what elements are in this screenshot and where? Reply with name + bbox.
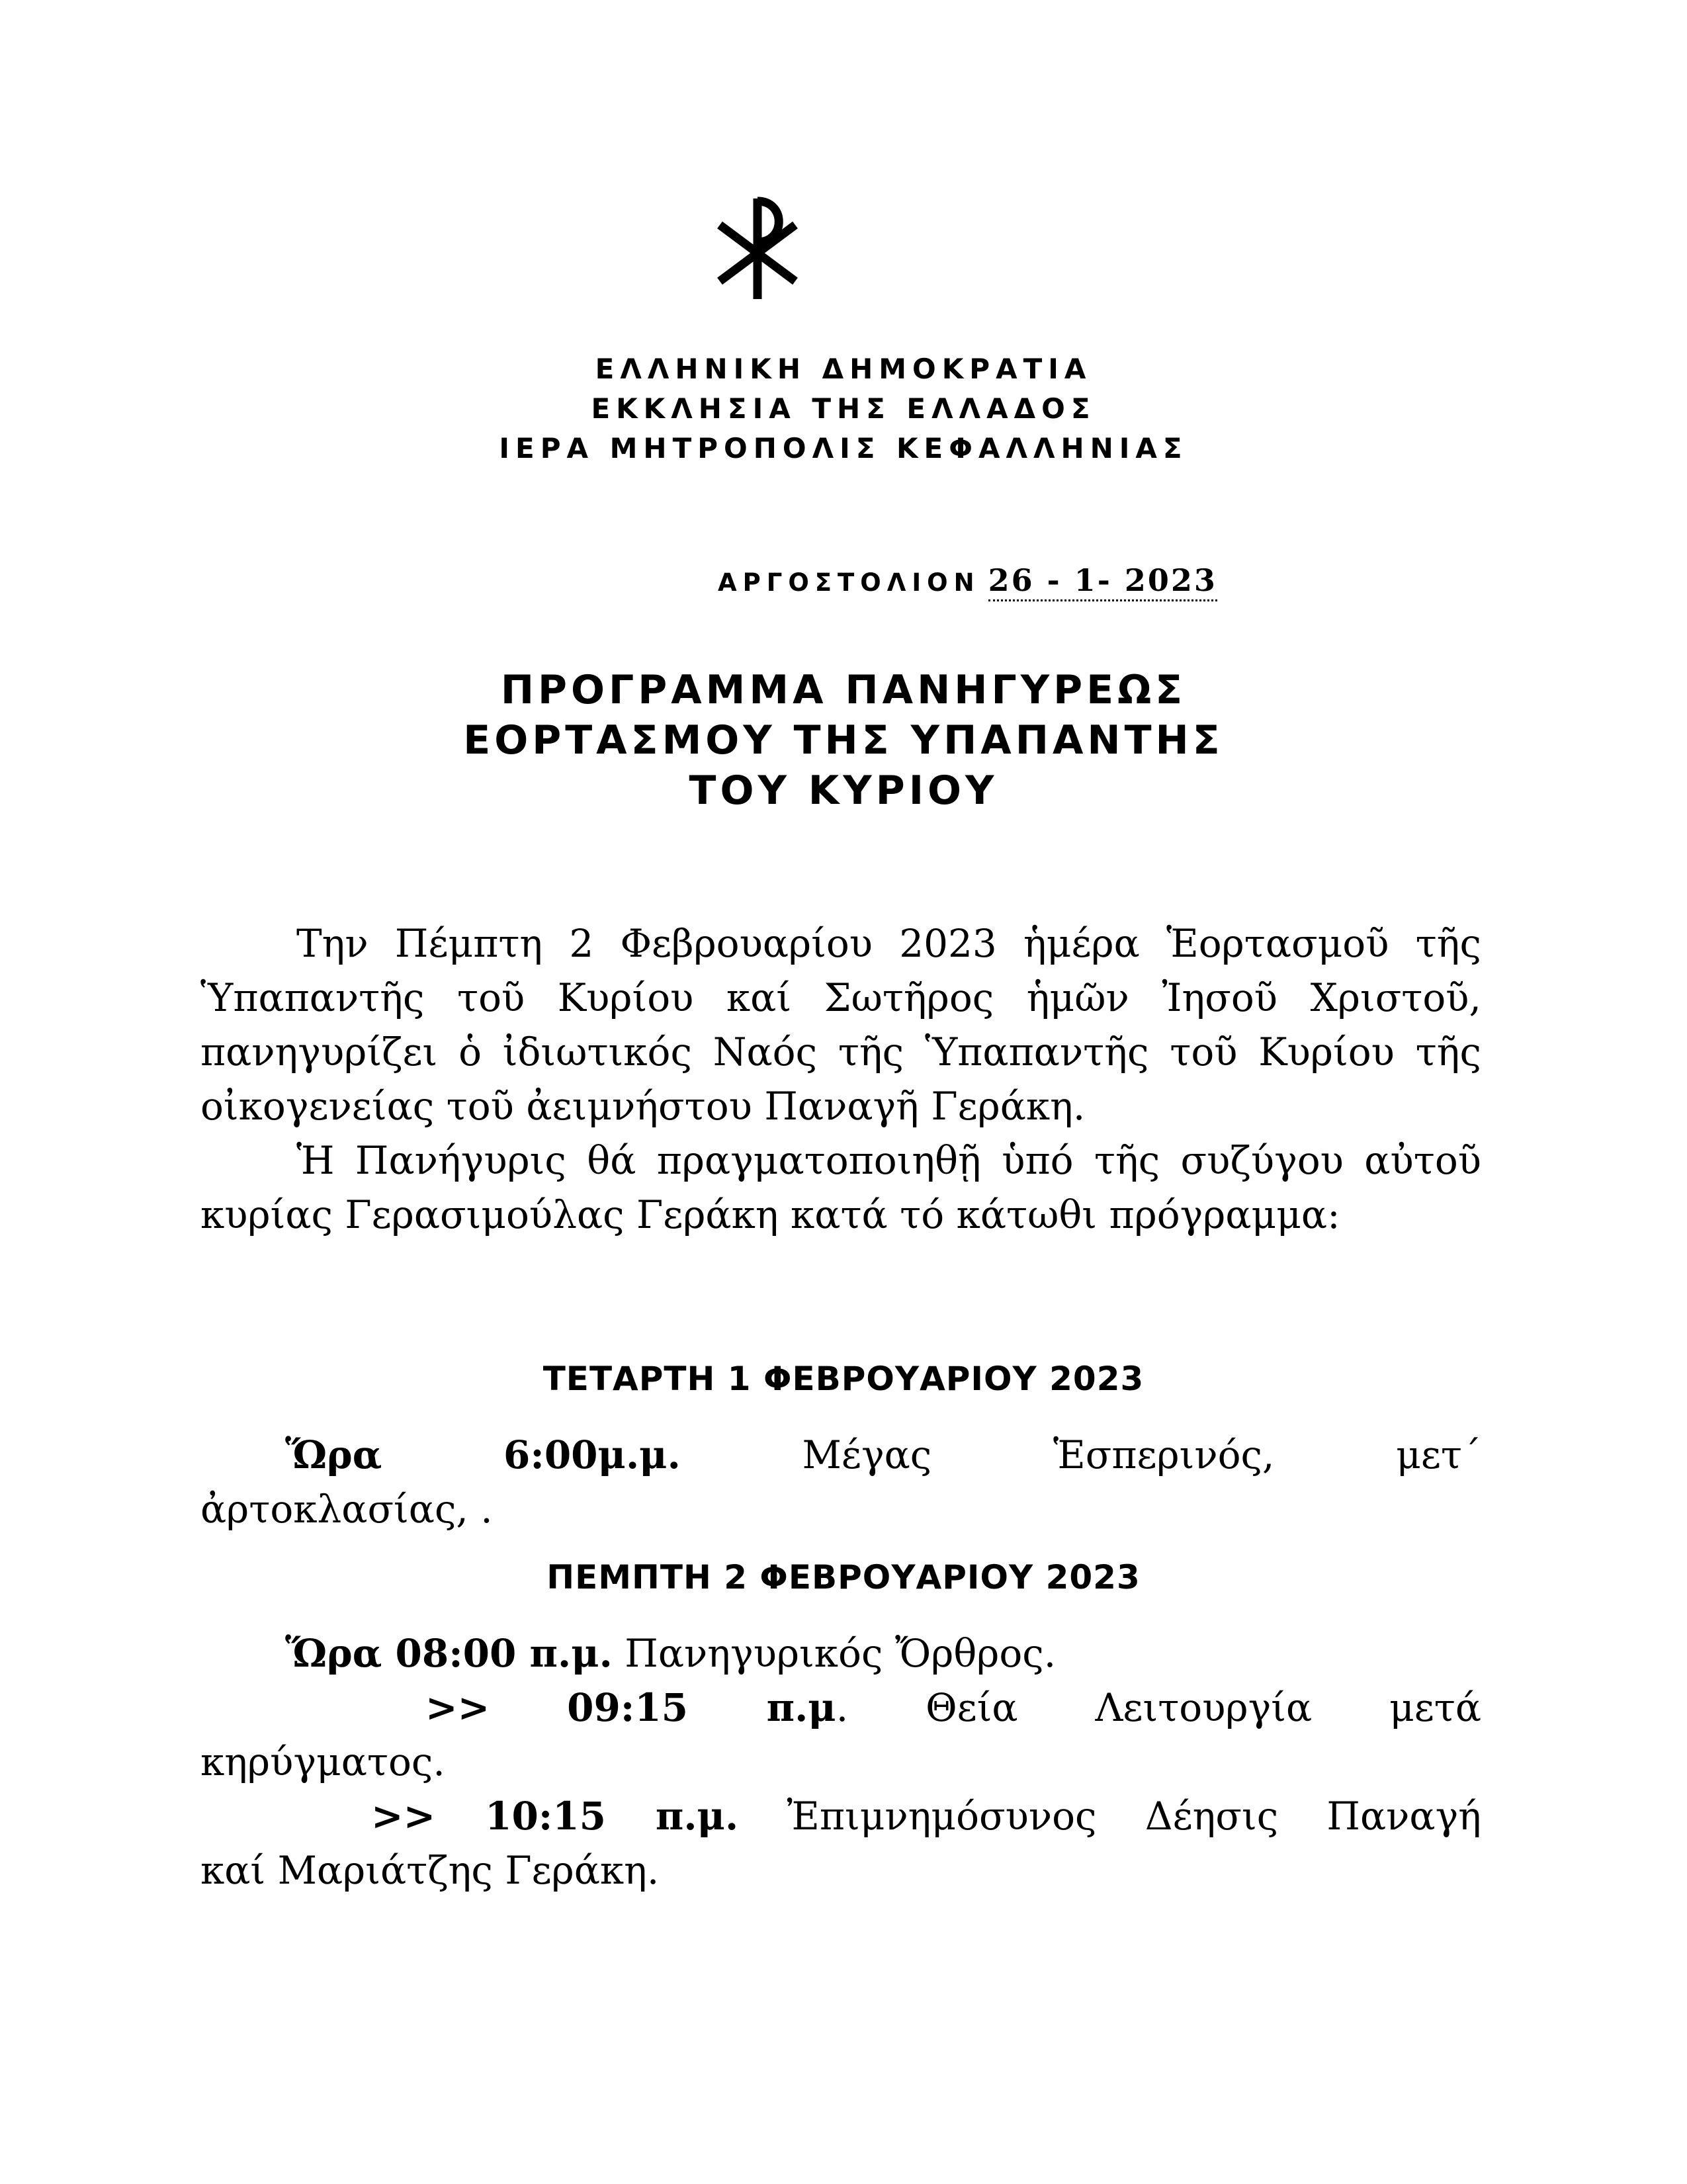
- day2-liturgy-marker: >>: [425, 1685, 490, 1730]
- day2-liturgy-word3: μετά: [1389, 1685, 1482, 1730]
- dateline-place: ΑΡΓΟΣΤΟΛΙΟΝ: [718, 568, 980, 597]
- document-title: [0, 665, 1687, 816]
- day2-liturgy-time: 09:15 π.μ: [567, 1685, 836, 1730]
- day2-memorial-word3: Παναγή: [1326, 1794, 1482, 1839]
- body-paragraph-1: Την Πέμπτη 2 Φεβρουαρίου 2023 ἡμέρα Ἑορτασμοῦ τῆς Ὑπαπαντῆς τοῦ Κυρίου καί Σωτῆρος ἡμῶν Ἰησοῦ Χριστοῦ, πανηγυρίζει ὁ ἰδιωτικός Ναός τῆς Ὑπαπαντῆς τοῦ Κυρίου τῆς οἰκογενείας τοῦ ἀειμνήστου Παναγῆ Γεράκη.: [200, 921, 1481, 1129]
- header-church: ΕΚΚΛΗΣΙΑ ΤΗΣ ΕΛΛΑΔΟΣ: [591, 392, 1096, 425]
- title-line-1: ΠΡΟΓΡΑΜΜΑ ΠΑΝΗΓΥΡΕΩΣ: [500, 667, 1187, 713]
- header: [0, 349, 1687, 468]
- day1-hour-word: Ὥρα: [285, 1432, 382, 1477]
- day1-vespers-row: [200, 1428, 1481, 1482]
- day2-memorial-cont: καί Μαριάτζης Γεράκη.: [200, 1848, 660, 1893]
- day2-memorial-time: >> 10:15 π.μ.: [371, 1794, 739, 1839]
- day2-orthros-time: Ὥρα 08:00 π.μ.: [285, 1631, 613, 1676]
- header-metropolis: ΙΕΡΑ ΜΗΤΡΟΠΟΛΙΣ ΚΕΦΑΛΛΗΝΙΑΣ: [499, 432, 1188, 464]
- day2-liturgy-word1: Θεία: [926, 1685, 1018, 1730]
- dateline-date: 26 - 1- 2023: [988, 562, 1217, 601]
- day1-time: 6:00μ.μ.: [503, 1432, 681, 1477]
- day2-schedule: [200, 1626, 1481, 1898]
- dateline: [718, 562, 1217, 598]
- header-country: ΕΛΛΗΝΙΚΗ ΔΗΜΟΚΡΑΤΙΑ: [595, 353, 1092, 385]
- day1-vespers-cont: ἀρτοκλασίας, .: [200, 1487, 493, 1532]
- day2-liturgy-time-group: [567, 1685, 848, 1730]
- day2-memorial-word1: Ἐπιμνημόσυνος: [787, 1794, 1097, 1839]
- day1-event-word1: Μέγας: [802, 1432, 932, 1477]
- day1-event-word2: Ἑσπερινός,: [1053, 1432, 1275, 1477]
- title-line-2: ΕΟΡΤΑΣΜΟΥ ΤΗΣ ΥΠΑΠΑΝΤΗΣ: [463, 717, 1224, 764]
- day1-schedule: [200, 1428, 1481, 1536]
- body-paragraph-2: Ἡ Πανήγυρις θά πραγματοποιηθῇ ὑπό τῆς συζύγου αὐτοῦ κυρίας Γερασιμούλας Γεράκη κατά τό κάτωθι πρόγραμμα:: [200, 1138, 1481, 1237]
- day1-event-word3: μετ΄: [1396, 1432, 1482, 1477]
- day1-heading: ΤΕΤΑΡΤΗ 1 ΦΕΒΡΟΥΑΡΙΟΥ 2023: [542, 1360, 1145, 1398]
- day2-liturgy-row: [200, 1681, 1481, 1735]
- body-text: [200, 916, 1481, 1242]
- day2-orthros-text: Πανηγυρικός Ὄρθρος.: [625, 1631, 1057, 1676]
- day2-liturgy-cont: κηρύγματος.: [200, 1739, 445, 1784]
- title-line-3: ΤΟΥ ΚΥΡΙΟΥ: [689, 767, 998, 814]
- day2-memorial-row: [200, 1789, 1481, 1843]
- day2-memorial-word2: Δέησις: [1145, 1794, 1279, 1839]
- day2-liturgy-dot: .: [836, 1685, 849, 1730]
- day2-orthros-row: [200, 1626, 1481, 1681]
- chi-rho-icon: [708, 192, 807, 304]
- day2-liturgy-word2: Λειτουργία: [1095, 1685, 1313, 1730]
- day2-heading: ΠΕΜΠΤΗ 2 ΦΕΒΡΟΥΑΡΙΟΥ 2023: [546, 1558, 1141, 1596]
